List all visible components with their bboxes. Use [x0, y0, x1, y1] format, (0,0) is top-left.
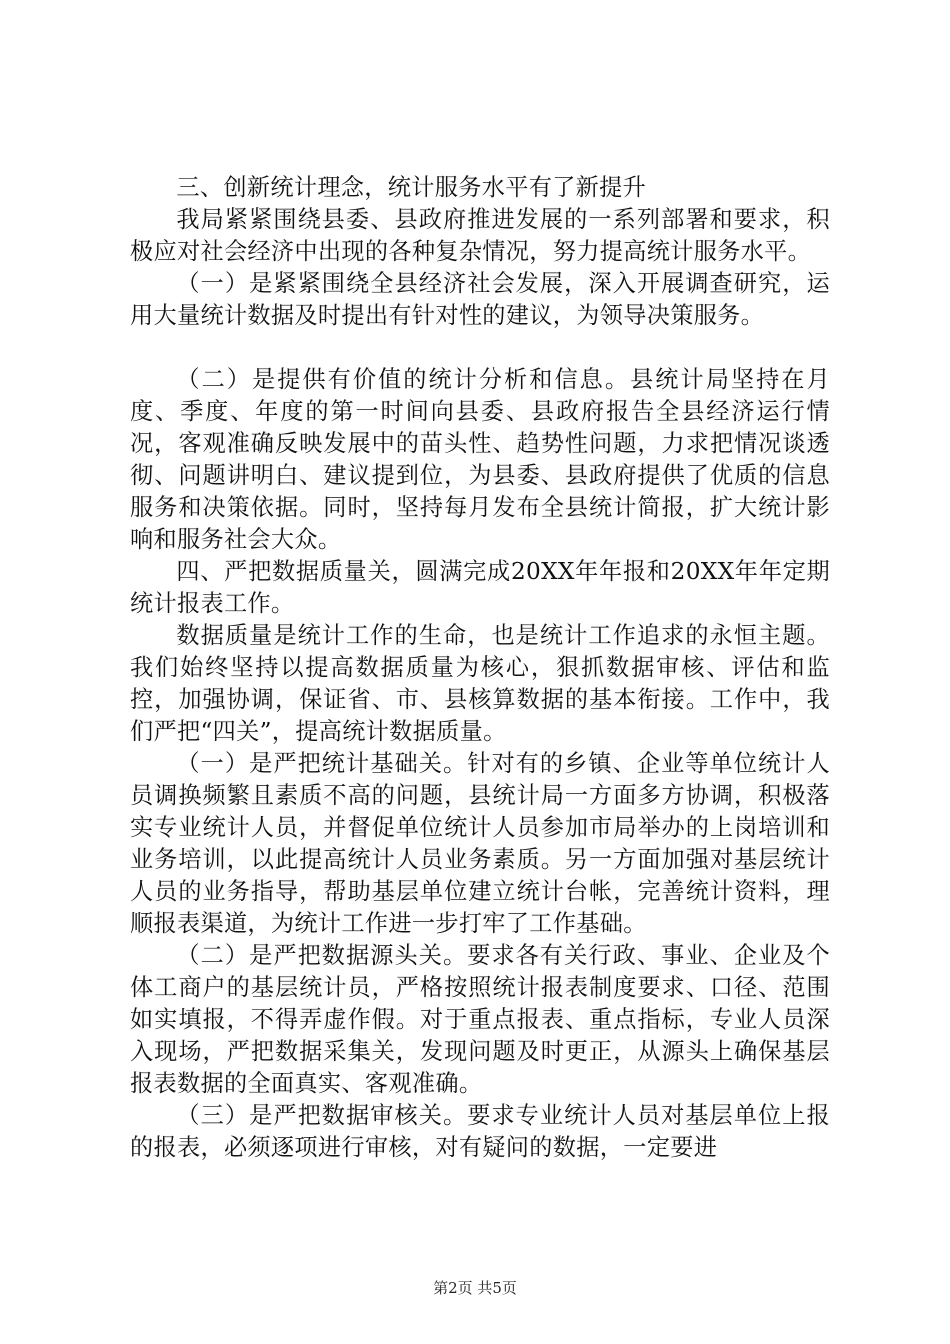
body-paragraph: （一）是紧紧围绕全县经济社会发展，深入开展调查研究，运用大量统计数据及时提出有针对性的建议，为领导决策服务。: [130, 270, 830, 329]
body-paragraph: （三）是严把数据审核关。要求专业统计人员对基层单位上报的报表，必须逐项进行审核，对有疑问的数据，一定要进: [130, 1102, 830, 1161]
body-paragraph: （一）是严把统计基础关。针对有的乡镇、企业等单位统计人员调换频繁且素质不高的问题，县统计局一方面多方协调，积极落实专业统计人员，并督促单位统计人员参加市局举办的上岗培训和业务培训，以此提高统计人员业务素质。另一方面加强对基层统计人员的业务指导，帮助基层单位建立统计台帐，完善统计资料，理顺报表渠道，为统计工作进一步打牢了工作基础。: [130, 750, 830, 937]
document-body: [130, 172, 830, 1164]
body-paragraph: 我局紧紧围绕县委、县政府推进发展的一系列部署和要求，积极应对社会经济中出现的各种复杂情况，努力提高统计服务水平。: [130, 206, 830, 265]
body-paragraph: （二）是严把数据源头关。要求各有关行政、事业、企业及个体工商户的基层统计员，严格按照统计报表制度要求、口径、范围如实填报，不得弄虚作假。对于重点报表、重点指标，专业人员深入现场，严把数据采集关，发现问题及时更正，从源头上确保基层报表数据的全面真实、客观准确。: [130, 942, 830, 1097]
body-paragraph: （二）是提供有价值的统计分析和信息。县统计局坚持在月度、季度、年度的第一时间向县委、县政府报告全县经济运行情况，客观准确反映发展中的苗头性、趋势性问题，力求把情况谈透彻、问题讲明白、建议提到位，为县委、县政府提供了优质的信息服务和决策依据。同时，坚持每月发布全县统计简报，扩大统计影响和服务社会大众。: [130, 366, 830, 553]
page-footer: 第2页 共5页: [433, 1279, 517, 1297]
section-heading-three: 三、创新统计理念，统计服务水平有了新提升: [176, 174, 647, 201]
body-paragraph: 数据质量是统计工作的生命，也是统计工作追求的永恒主题。我们始终坚持以提高数据质量为核心，狠抓数据审核、评估和监控，加强协调，保证省、市、县核算数据的基本衔接。工作中，我们严把“四关”，提高统计数据质量。: [130, 622, 830, 745]
section-heading-four: 四、严把数据质量关，圆满完成20XX年年报和20XX年年定期统计报表工作。: [130, 558, 830, 617]
